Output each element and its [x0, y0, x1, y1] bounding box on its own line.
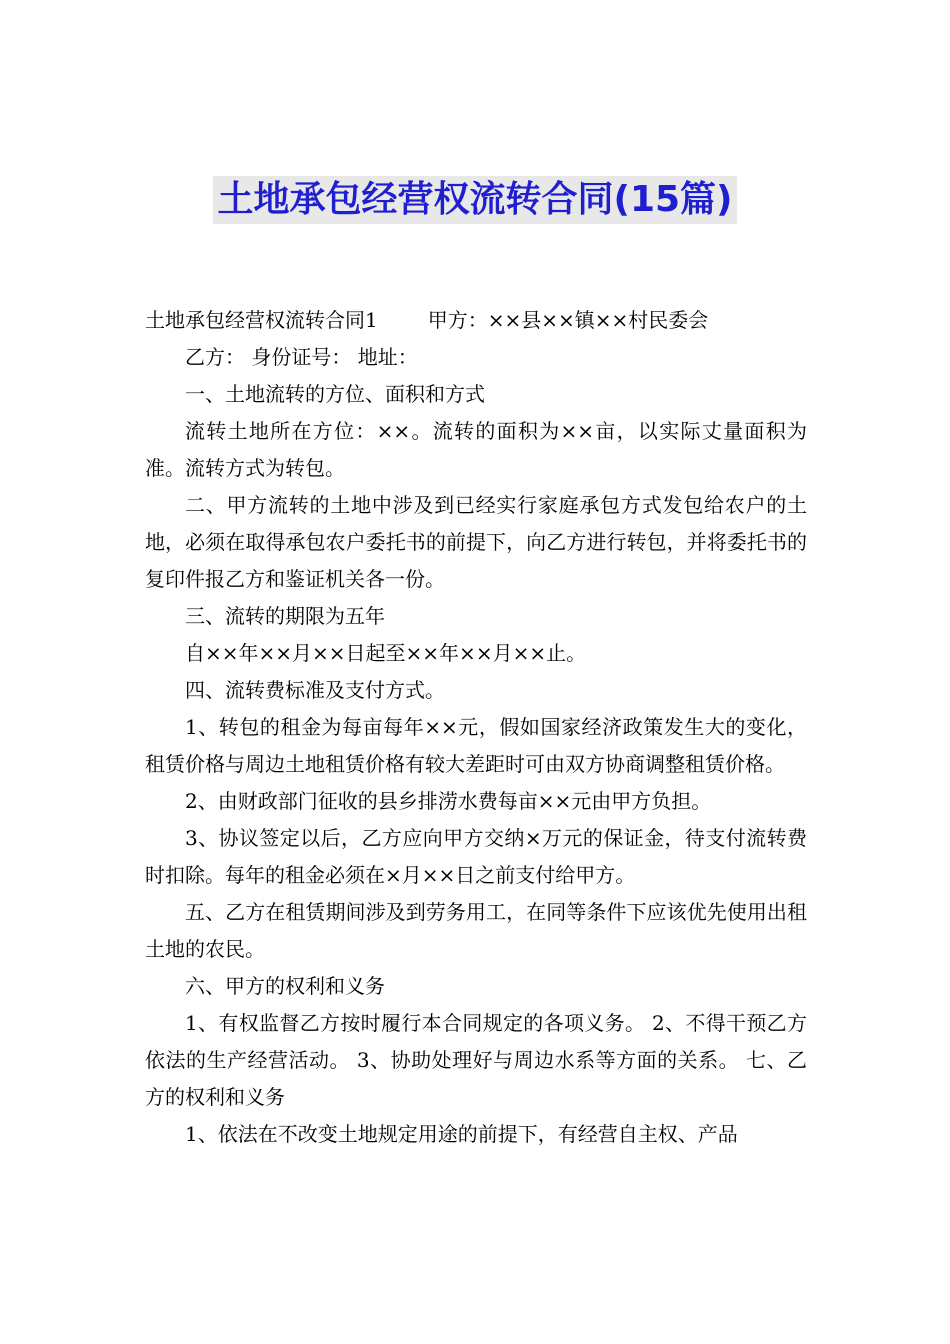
- party-a: 甲方：××县××镇××村民委会: [427, 308, 709, 332]
- paragraph: 二、甲方流转的土地中涉及到已经实行家庭承包方式发包给农户的土地，必须在取得承包农户委托书的前提下，向乙方进行转包，并将委托书的复印件报乙方和鉴证机关各一份。: [145, 493, 807, 591]
- paragraph: 3、协议签定以后，乙方应向甲方交纳×万元的保证金，待支付流转费时扣除。每年的租金必须在×月××日之前支付给甲方。: [145, 826, 807, 887]
- paragraph: 1、依法在不改变土地规定用途的前提下，有经营自主权、产品: [185, 1122, 738, 1146]
- paragraph: 三、流转的期限为五年: [185, 604, 385, 628]
- document-body: [145, 302, 807, 1153]
- document-title: 土地承包经营权流转合同(15篇): [213, 176, 736, 224]
- paragraph: 1、有权监督乙方按时履行本合同规定的各项义务。 2、不得干预乙方依法的生产经营活动。 3、协助处理好与周边水系等方面的关系。 七、乙方的权利和义务: [145, 1011, 807, 1109]
- contract-heading: 土地承包经营权流转合同1: [145, 308, 378, 332]
- paragraph: 五、乙方在租赁期间涉及到劳务用工，在同等条件下应该优先使用出租土地的农民。: [145, 900, 807, 961]
- paragraph: 流转土地所在方位：××。流转的面积为××亩，以实际丈量面积为准。流转方式为转包。: [145, 419, 807, 480]
- paragraph: 一、土地流转的方位、面积和方式: [185, 382, 485, 406]
- paragraph: 1、转包的租金为每亩每年××元，假如国家经济政策发生大的变化，租赁价格与周边土地租赁价格有较大差距时可由双方协商调整租赁价格。: [145, 715, 807, 776]
- paragraph: 2、由财政部门征收的县乡排涝水费每亩××元由甲方负担。: [185, 789, 712, 813]
- first-line: [145, 302, 807, 339]
- paragraph: 乙方： 身份证号： 地址：: [185, 345, 418, 369]
- paragraph: 四、流转费标准及支付方式。: [185, 678, 445, 702]
- paragraph: 自××年××月××日起至××年××月××止。: [185, 641, 587, 665]
- title-wrap: [0, 176, 950, 224]
- paragraph: 六、甲方的权利和义务: [185, 974, 385, 998]
